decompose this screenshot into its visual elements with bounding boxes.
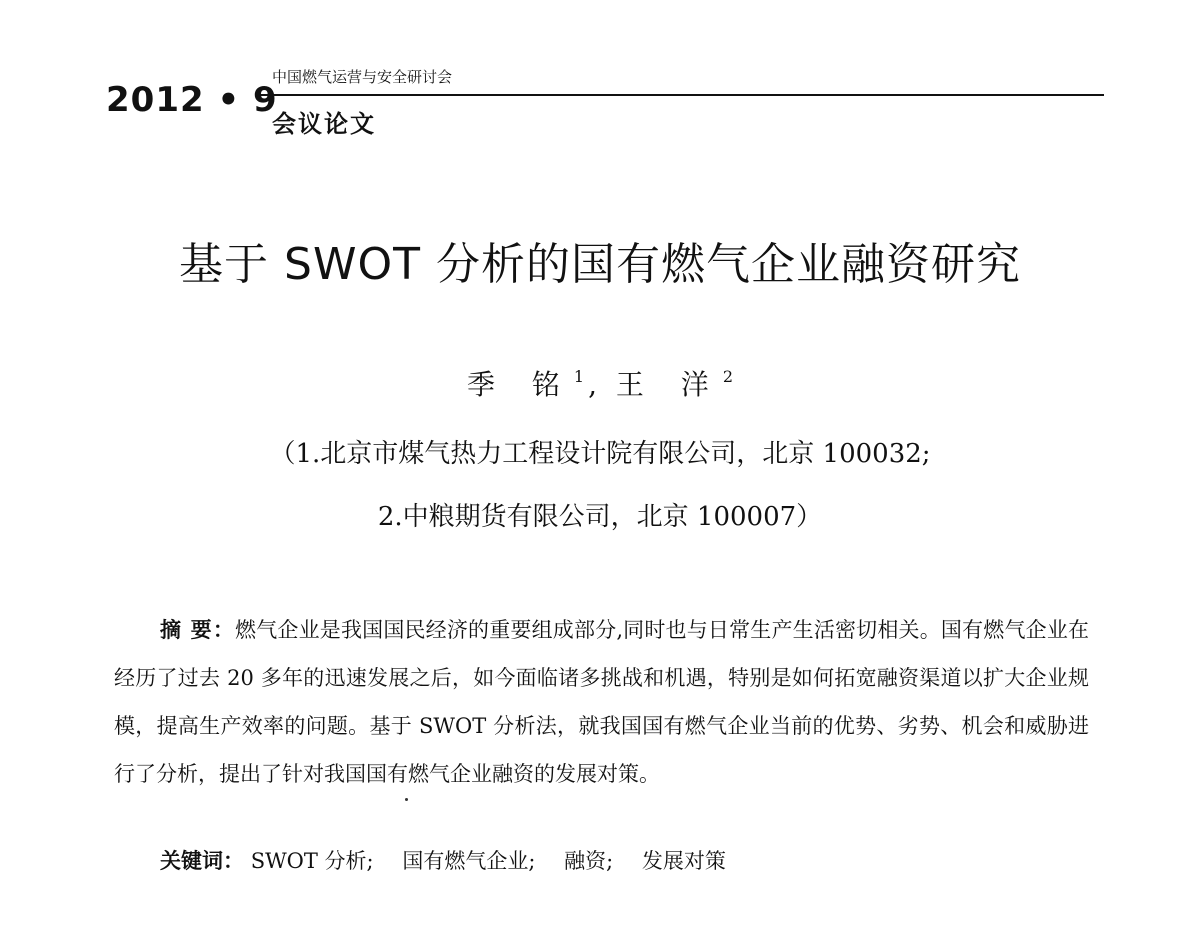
section-label: 会议论文 [272, 109, 376, 138]
affiliation-1: （1.北京市煤气热力工程设计院有限公司，北京 100032; [269, 439, 931, 469]
conference-name: 中国燃气运营与安全研讨会 [272, 68, 453, 86]
keyword: 国有燃气企业; [402, 849, 536, 873]
author-name: 王 洋 [615, 368, 723, 401]
keyword: 发展对策 [641, 849, 726, 873]
abstract-text: 燃气企业是我国国民经济的重要组成部分,同时也与日常生产生活密切相关。国有燃气企业在经历了过去 20 多年的迅速发展之后，如今面临诸多挑战和机遇，特别是如何拓宽融资渠道以扩大企业规模，提高生产效率的问题。基于 SWOT 分析法，就我国国有燃气企业当前的优势、劣势、机会和威胁进行了分析，提出了针对我国国有燃气企业融资的发展对策。 [114, 618, 1090, 786]
affiliation-2: 2.中粮期货有限公司，北京 100007） [377, 502, 823, 532]
abstract-label: 摘 要： [160, 618, 236, 642]
author-affil-mark: 2 [722, 367, 733, 386]
journal-issue: 2012 • 9 [106, 80, 278, 120]
keyword: 融资; [564, 849, 614, 873]
keywords-line [160, 845, 748, 875]
author-line [0, 363, 1200, 403]
header-rule [258, 94, 1104, 96]
keyword: SWOT 分析; [250, 849, 374, 873]
author-affil-mark: 1 [573, 367, 585, 386]
scan-speck [405, 798, 408, 801]
abstract [114, 606, 1089, 798]
author-separator: , [588, 368, 597, 401]
author-name: 季 铭 [467, 368, 574, 401]
paper-title: 基于 SWOT 分析的国有燃气企业融资研究 [179, 239, 1021, 290]
keywords-label: 关键词： [160, 849, 244, 873]
